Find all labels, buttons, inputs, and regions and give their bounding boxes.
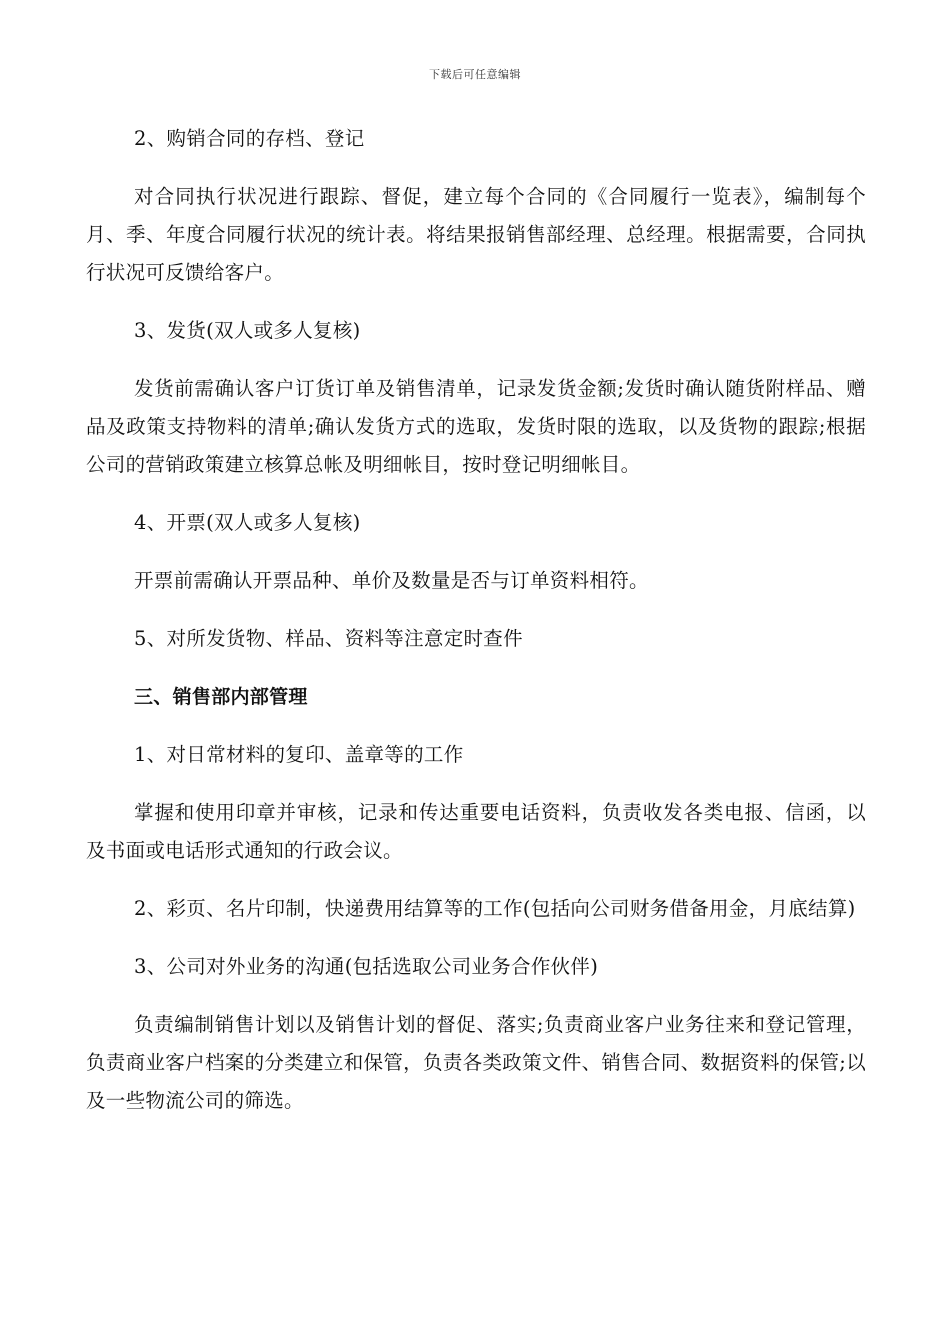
body-paragraph: 对合同执行状况进行跟踪、督促，建立每个合同的《合同履行一览表》，编制每个月、季、年度合同履行状况的统计表。将结果报销售部经理、总经理。根据需要，合同执行状况可反馈给客户。 — [86, 185, 866, 284]
subsection-heading: 5、对所发货物、样品、资料等注意定时查件 — [134, 627, 523, 650]
subsection-heading: 1、对日常材料的复印、盖章等的工作 — [134, 743, 464, 766]
subsection-heading: 2、购销合同的存档、登记 — [134, 127, 365, 150]
page-header: 下载后可任意编辑 — [429, 68, 521, 81]
subsection-heading: 4、开票(双人或多人复核) — [134, 511, 361, 534]
subsection-heading: 3、发货(双人或多人复核) — [134, 319, 361, 342]
body-paragraph: 掌握和使用印章并审核，记录和传达重要电话资料，负责收发各类电报、信函，以及书面或电话形式通知的行政会议。 — [86, 801, 866, 862]
body-paragraph: 发货前需确认客户订货订单及销售清单，记录发货金额;发货时确认随货附样品、赠品及政策支持物料的清单;确认发货方式的选取，发货时限的选取，以及货物的跟踪;根据公司的营销政策建立核算总帐及明细帐目，按时登记明细帐目。 — [86, 377, 866, 476]
subsection-heading: 2、彩页、名片印制，快递费用结算等的工作(包括向公司财务借备用金，月底结算) — [134, 897, 856, 920]
section-heading: 三、销售部内部管理 — [134, 686, 308, 708]
body-paragraph: 开票前需确认开票品种、单价及数量是否与订单资料相符。 — [134, 569, 649, 592]
subsection-heading: 3、公司对外业务的沟通(包括选取公司业务合作伙伴) — [134, 955, 599, 978]
document-body — [86, 120, 866, 1140]
body-paragraph: 负责编制销售计划以及销售计划的督促、落实;负责商业客户业务往来和登记管理，负责商业客户档案的分类建立和保管，负责各类政策文件、销售合同、数据资料的保管;以及一些物流公司的筛选。 — [86, 1013, 866, 1112]
